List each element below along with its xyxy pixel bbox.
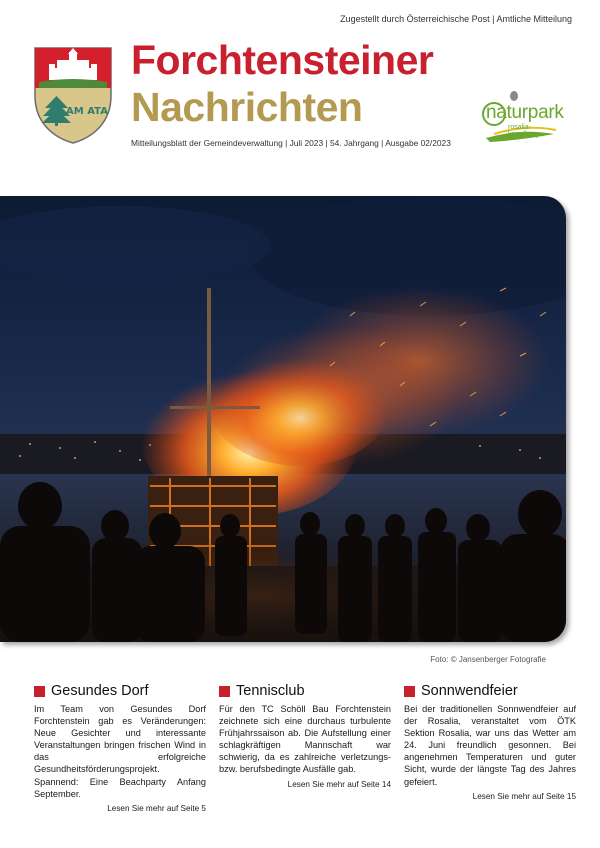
cover-photo-bonfire [0,196,566,642]
masthead-subtitle: Mitteilungsblatt der Gemeindeverwaltung | Juli 2023 | 54. Jahrgang | Ausgabe 02/2023 [131,138,451,148]
delivery-note: Zugestellt durch Österreichische Post | Amtliche Mitteilung [340,14,572,24]
naturpark-logo [480,90,564,150]
crest-letters: AM ATA [66,106,108,117]
article-sonnwendfeier [404,683,576,801]
red-square-icon [34,686,45,697]
read-more-link[interactable]: Lesen Sie mehr auf Seite 14 [287,779,391,789]
article-heading: Sonnwendfeier [404,683,576,699]
red-square-icon [219,686,230,697]
article-text: Für den TC Schöll Bau Forchtenstein zeichnete sich eine durchaus turbulente Frühjahrssaison ab. Die Aufstellung einer schlagkräftigen Mannschaft war schwierig, da es zahlreiche verletzungs- bzw. berufsbedingte Ausfälle gab. [219,704,391,775]
photo-credit: Foto: © Jansenberger Fotografie [430,655,546,664]
naturpark-word: naturpark [486,102,564,123]
masthead-title-line2: Nachrichten [131,84,363,130]
article-text: Im Team von Gesundes Dorf Forchtenstein gab es Veränderungen: Neue Gesichter und interessante Veranstaltungen bringen frischen Wind in das erfolgreiche Gesundheitsförderungsprojekt. Spannend: Eine Beachparty Anfang September. [34,704,206,799]
read-more-link[interactable]: Lesen Sie mehr auf Seite 5 [107,803,206,813]
article-heading: Tennisclub [219,683,391,699]
coat-of-arms-logo [33,46,113,144]
article-tennisclub [219,683,391,789]
read-more-link[interactable]: Lesen Sie mehr auf Seite 15 [472,791,576,801]
red-square-icon [404,686,415,697]
article-heading: Gesundes Dorf [34,683,206,699]
article-gesundes-dorf [34,683,206,813]
masthead-title-line1: Forchtensteiner [131,37,434,83]
owl-icon [510,91,518,101]
naturpark-subtitle: rosalia-kogelberg [508,124,539,138]
article-text: Bei der traditionellen Sonnwendfeier auf der Rosalia, veranstaltet vom ÖTK Sektion Rosalia, war uns das Wetter am 24. Juni freundlich gesonnen. Bei angenehmen Temperaturen und guter Sicht, wurde der längste Tag des Jahres gefeiert. [404,704,576,787]
